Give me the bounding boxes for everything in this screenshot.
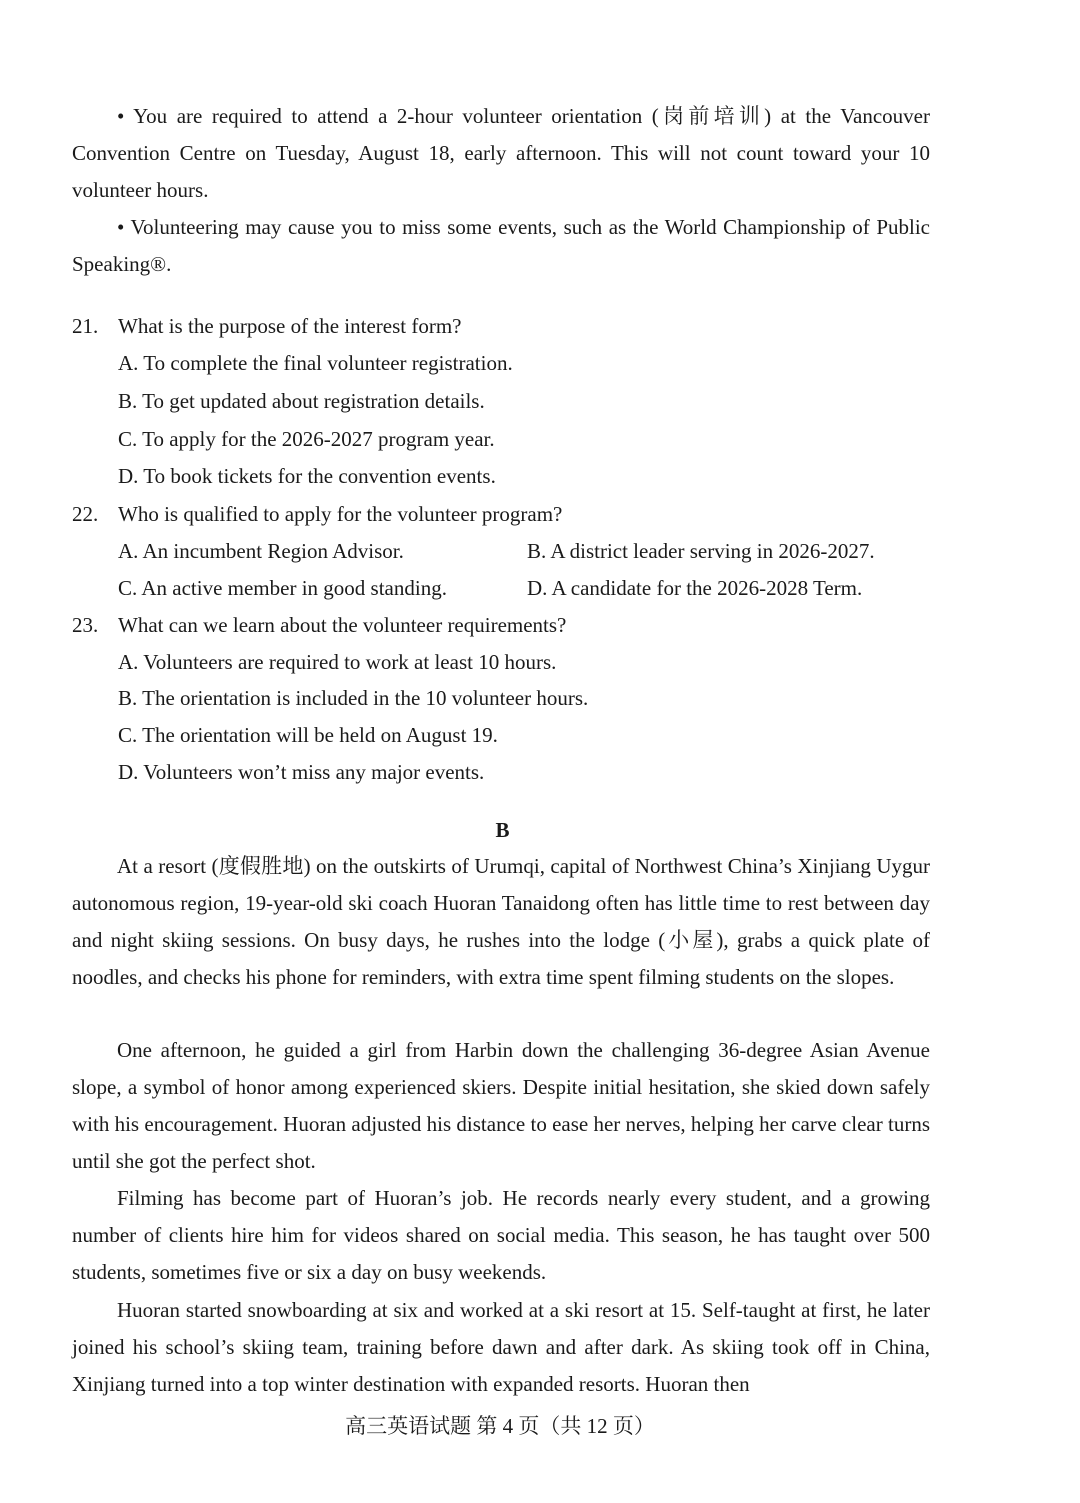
option-c: C. To apply for the 2026-2027 program year.: [118, 427, 495, 451]
option-c: C. An active member in good standing.: [118, 576, 447, 600]
option-d: D. To book tickets for the convention events.: [118, 464, 496, 488]
question-text: What can we learn about the volunteer requirements?: [118, 613, 567, 637]
page-footer: 高三英语试题 第 4 页（共 12 页）: [345, 1414, 655, 1438]
question-text: What is the purpose of the interest form?: [118, 314, 462, 338]
option-a: A. Volunteers are required to work at least 10 hours.: [118, 650, 557, 674]
option-d: D. Volunteers won’t miss any major events.: [118, 760, 485, 784]
passage-paragraph-4: Huoran started snowboarding at six and worked at a ski resort at 15. Self-taught at first, he later joined his school’s skiing team, training before dawn and after dark. As skiing took off in China, Xinjiang turned into a top winter destination with expanded resorts. Huoran then: [72, 1298, 930, 1396]
option-b: B. The orientation is included in the 10 volunteer hours.: [118, 686, 589, 710]
question-number: 23.: [72, 613, 99, 637]
option-a: A. An incumbent Region Advisor.: [118, 539, 404, 563]
question-number: 22.: [72, 502, 99, 526]
section-heading: B: [495, 818, 510, 842]
option-d: D. A candidate for the 2026-2028 Term.: [527, 576, 863, 600]
passage-paragraph-2: One afternoon, he guided a girl from Harbin down the challenging 36-degree Asian Avenue slope, a symbol of honor among experienced skiers. Despite initial hesitation, she skied down safely with his encouragement. Huoran adjusted his distance to ease her nerves, helping her carve clear turns until she got the perfect shot.: [72, 1038, 930, 1173]
option-c: C. The orientation will be held on August 19.: [118, 723, 498, 747]
option-b: B. A district leader serving in 2026-2027.: [527, 539, 875, 563]
option-a: A. To complete the final volunteer registration.: [118, 351, 513, 375]
passage-paragraph-3: Filming has become part of Huoran’s job. He records nearly every student, and a growing number of clients hire him for videos shared on social media. This season, he has taught over 500 students, sometimes five or six a day on busy weekends.: [72, 1186, 930, 1284]
bullet-missed-events: • Volunteering may cause you to miss some events, such as the World Championship of Public Speaking®.: [72, 215, 930, 276]
question-text: Who is qualified to apply for the volunteer program?: [118, 502, 563, 526]
option-b: B. To get updated about registration details.: [118, 389, 485, 413]
question-number: 21.: [72, 314, 99, 338]
passage-paragraph-1: At a resort (度假胜地) on the outskirts of Urumqi, capital of Northwest China’s Xinjiang Uygur autonomous region, 19-year-old ski coach Huoran Tanaidong often has little time to rest between day and night skiing sessions. On busy days, he rushes into the lodge (小屋), grabs a quick plate of noodles, and checks his phone for reminders, with extra time spent filming students on the slopes.: [72, 854, 930, 989]
bullet-orientation: • You are required to attend a 2-hour volunteer orientation (岗前培训) at the Vancouver Convention Centre on Tuesday, August 18, early afternoon. This will not count toward your 10 volunteer hours.: [72, 104, 930, 202]
